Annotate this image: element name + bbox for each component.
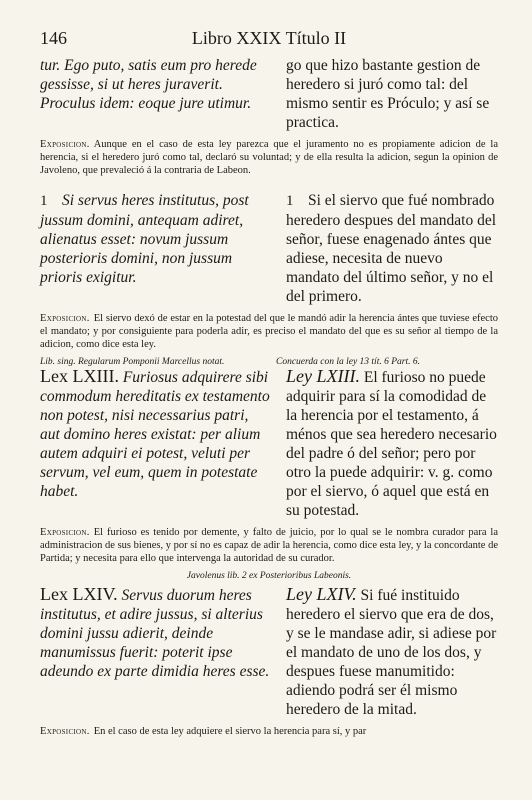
spanish-text	[286, 585, 498, 719]
paragraph-number: 1	[286, 193, 294, 209]
ley-heading: Ley LXIII.	[286, 366, 360, 386]
exposicion-label: Exposicion.	[40, 726, 90, 737]
spanish-body: Si fué instituido heredero el siervo que era de dos, y se le mandase adir, si adiese por el mandato de uno de los dos, y despues fuese manumitido: adiendo podrá ser él mismo heredero de la mitad.	[286, 587, 497, 718]
page-number: 146	[40, 28, 67, 48]
concordance-note: Concuerda con la ley 13 tít. 6 Part. 6.	[276, 357, 420, 367]
exposicion	[40, 725, 498, 738]
latin-body: Si servus heres institutus, post jussum domini, antequam adiret, alienatus esset: novum jussum posterioris domini, non jussum prioris exigitur.	[40, 192, 249, 286]
section-2	[40, 367, 498, 520]
source-citation: Lib. sing. Regularum Pomponii Marcellus notat.	[40, 357, 225, 367]
spanish-text	[286, 367, 498, 520]
paragraph-number: 1	[40, 193, 48, 209]
source-citation: Javolenus lib. 2 ex Posterioribus Labeonis.	[186, 571, 352, 581]
lex-heading: Lex LXIII.	[40, 366, 119, 386]
exposicion	[40, 526, 498, 565]
exposicion-text: El siervo dexó de estar en la potestad del que le mandó adir la herencia ántes que tuviese efecto el mandato; y por consiguiente para poderla adir, es preciso el mandato del que es su señor al tiempo de la adicion, como dice esta ley.	[40, 313, 498, 350]
section-3	[40, 585, 498, 719]
spanish-body: El furioso no puede adquirir para sí la comodidad de la herencia por el testamento, á ménos que sea heredero necesario del padre ó del señor; pero por otro la puede adquirir: v. g. como por el siervo, ó aquel que está en su potestad.	[286, 369, 497, 519]
exposicion-text: Aunque en el caso de esta ley parezca que el juramento no es propiamente adicion de la herencia, si el heredero juró como tal, declaró su voluntad; y de ella resulta la adicion, segun la opinion de Javoleno, que prevaleció á la contraria de Labeon.	[40, 139, 498, 176]
page-header	[40, 28, 498, 56]
latin-text	[40, 585, 272, 719]
spanish-text: go que hizo bastante gestion de heredero si juró como tal: del mismo sentir es Próculo; y así se practica.	[286, 57, 490, 131]
exposicion	[40, 138, 498, 177]
exposicion-text: El furioso es tenido por demente, y falto de juicio, por lo qual se le nombra curador para la administracion de sus bienes, y por sí no es capaz de adir la herencia, como dice esta ley, y la concordante de Partida; y necesita para ello que intervenga la autoridad de su curador.	[40, 527, 498, 564]
spanish-text	[286, 191, 498, 306]
latin-text	[40, 191, 272, 306]
page	[40, 28, 498, 742]
lex-heading: Lex LXIV.	[40, 584, 118, 604]
exposicion-label: Exposicion.	[40, 313, 90, 324]
latin-text	[40, 367, 272, 520]
exposicion-label: Exposicion.	[40, 527, 90, 538]
exposicion	[40, 312, 498, 351]
section-0	[40, 56, 498, 132]
latin-body: Furiosus adquirere sibi commodum hereditatis ex testamento non potest, nisi necessarius patri, aut domino heres existat: per alium autem adquiri ei potest, veluti per servum, vel eum, quem in potestate habet.	[40, 369, 270, 500]
spanish-body: Si el siervo que fué nombrado heredero despues del mandato del señor, fuese enagenado ántes que adiese, necesita de nuevo mandato del último señor, y no el del primero.	[286, 192, 497, 305]
running-title: Libro XXIX Título II	[191, 28, 347, 48]
ley-heading: Ley LXIV.	[286, 584, 357, 604]
exposicion-label: Exposicion.	[40, 139, 90, 150]
latin-text: tur. Ego puto, satis eum pro herede gessisse, si ut heres juraverit. Proculus idem: eoque jure utimur.	[40, 57, 257, 112]
latin-body: Servus duorum heres institutus, et adire jussus, si alterius domini jussu adierit, deinde manumissus fuerit: poterit ipse adeundo ex parte dimidia heres esse.	[40, 587, 270, 680]
exposicion-text: En el caso de esta ley adquiere el siervo la herencia para sí, y par	[93, 726, 367, 737]
section-1	[40, 191, 498, 306]
